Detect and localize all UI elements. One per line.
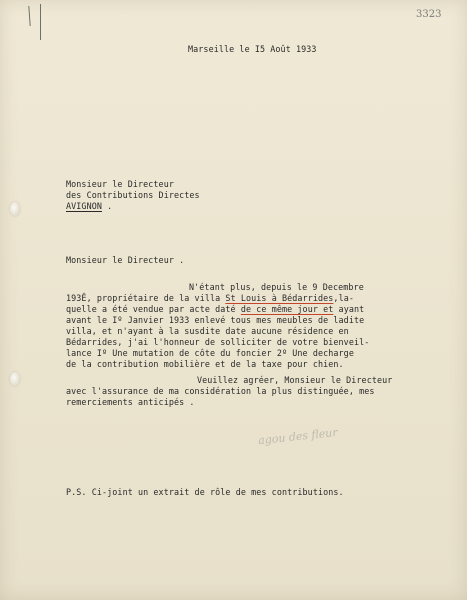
recipient-city-line	[66, 201, 112, 212]
margin-mark	[40, 4, 41, 40]
closing-line: Veuillez agréer, Monsieur le Directeur	[197, 375, 393, 385]
date-line: Marseille le I5 Août 1933	[188, 44, 317, 54]
recipient-city: AVIGNON	[66, 201, 102, 211]
closing-line: avec l'assurance de ma considération la plus distinguée, mes	[66, 386, 375, 396]
punch-hole	[10, 202, 20, 216]
recipient-city-suffix: .	[102, 201, 113, 211]
punch-hole	[10, 372, 20, 386]
body-line: de la contribution mobilière et de la taxe pour chien.	[66, 359, 344, 369]
underlined-villa-name: St Louis à Bédarrides	[225, 293, 334, 303]
body-line: lance Iº Une mutation de côte du foncier 2º Une decharge	[66, 348, 354, 358]
body-line	[66, 293, 354, 304]
body-text: 193Ê, propriétaire de la villa	[66, 293, 226, 303]
body-line	[66, 304, 364, 315]
body-text: ,la-	[333, 293, 354, 303]
underlined-date-phrase: de ce même jour et	[240, 304, 334, 314]
body-text: quelle a été vendue par acte daté	[66, 304, 241, 314]
recipient-line-1: Monsieur le Directeur	[66, 179, 174, 189]
margin-mark	[28, 6, 30, 26]
closing-line: remerciements anticipés .	[66, 397, 195, 407]
pencil-annotation: agou des fleur	[257, 425, 339, 448]
body-line: avant le Iº Janvier 1933 enlevé tous mes meubles de ladite	[66, 315, 365, 325]
postscript: P.S. Ci-joint un extrait de rôle de mes contributions.	[66, 487, 344, 497]
archive-number: 3323	[416, 9, 442, 20]
recipient-line-2: des Contributions Directes	[66, 190, 200, 200]
body-line: N'étant plus, depuis le 9 Decembre	[189, 282, 364, 292]
body-line: Bédarrides, j'ai l'honneur de solliciter de votre bienveil-	[66, 337, 370, 347]
salutation: Monsieur le Directeur .	[66, 255, 185, 265]
body-line: villa, et n'ayant à la susdite date aucune résidence en	[66, 326, 349, 336]
body-text: ayant	[333, 304, 365, 314]
